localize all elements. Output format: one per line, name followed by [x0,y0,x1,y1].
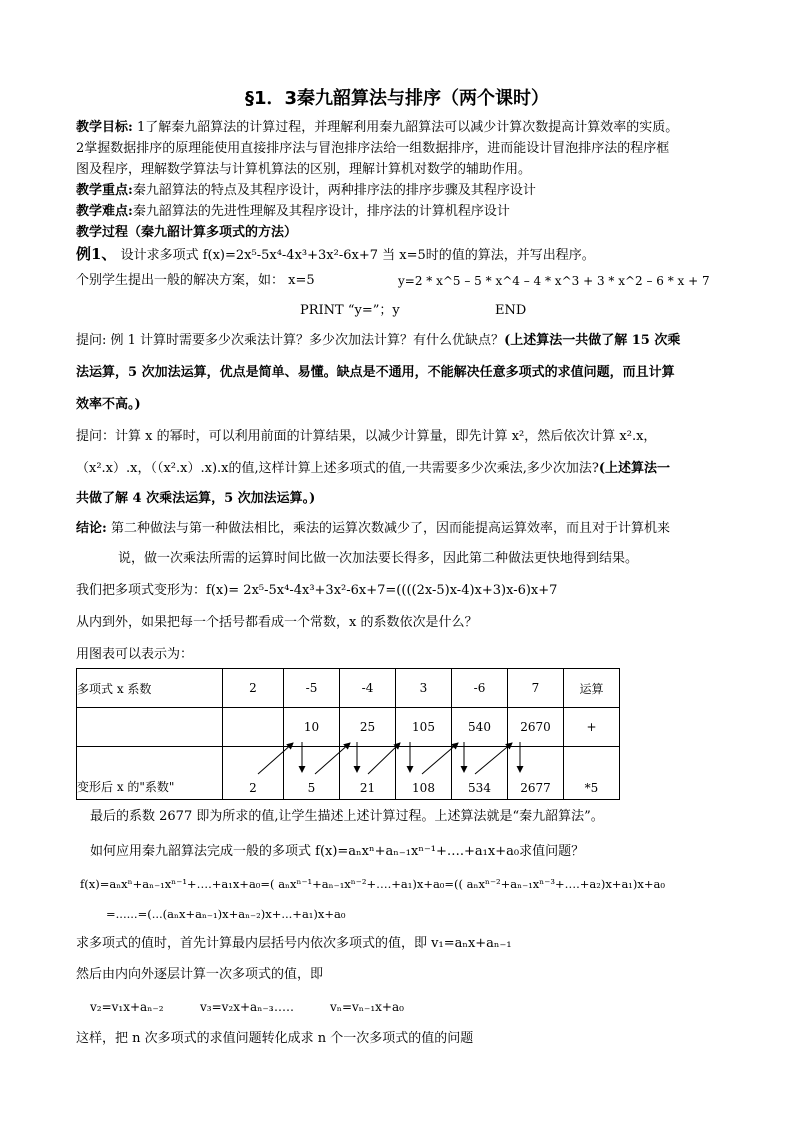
formula-line-1: f(x)=aₙxⁿ+aₙ₋₁xⁿ⁻¹+….+a₁x+a₀=( aₙxⁿ⁻¹+aₙ₋₁xⁿ⁻²+….+a₁)x+a₀=(( aₙxⁿ⁻²+aₙ₋₁xⁿ⁻³+….+a₂)x+a₁)x+a₀ [80,877,665,891]
inner-first-text: 求多项式的值时，首先计算最内层括号内依次多项式的值，即 v₁=aₙx+aₙ₋₁ [76,936,512,951]
table-cell: 10 [284,708,340,747]
students-solution: 个别学生提出一般的解决方案，如： x=5 [76,273,315,288]
example-text: 设计求多项式 f(x)=2x⁵-5x⁴-4x³+3x²-6x+7 当 x=5时的值的算法，并写出程序。 [120,248,595,263]
example-1 [76,245,595,265]
table-row [77,708,620,747]
goal-line-2: 2掌握数据排序的原理能使用直接排序法与冒泡排序法给一组数据排序，进而能设计冒泡排序法的程序框 [76,141,670,156]
diff-label: 教学难点: [76,204,133,219]
table-cell: 25 [340,708,396,747]
table-cell: 5 [284,747,340,800]
diff-text: 秦九韶算法的先进性理解及其程序设计，排序法的计算机程序设计 [132,204,510,219]
teaching-goal [76,119,678,137]
transform-line: 我们把多项式变形为：f(x)= 2x⁵-5x⁴-4x³+3x²-6x+7=((((2x-5)x-4)x+3)x-6)x+7 [76,583,558,598]
table-cell: 2 [223,669,284,708]
conclusion [76,520,670,538]
table-cell: 2677 [508,747,564,800]
vn-formula: vₙ=vₙ₋₁x+a₀ [330,1000,404,1014]
row-label: 变形后 x 的"系数" [77,747,223,800]
table-row [77,669,620,708]
question-1 [76,332,680,350]
how-apply-question: 如何应用秦九韶算法完成一般的多项式 f(x)=aₙxⁿ+aₙ₋₁xⁿ⁻¹+….+a₁x+a₀求值问题？ [90,844,585,859]
goal-label: 教学目标: [76,120,133,135]
chart-intro: 用图表可以表示为： [76,647,194,662]
table-cell: 540 [452,708,508,747]
question-2-line-3: 共做了解 4 次乘法运算，5 次加法运算。) [76,491,316,506]
table-cell: -6 [452,669,508,708]
ellipsis: …… [270,1000,294,1014]
table-cell: + [564,708,620,747]
table-cell: 105 [396,708,452,747]
table-cell: 3 [396,669,452,708]
table-cell: 534 [452,747,508,800]
question-2-line-1: 提问：计算 x 的幂时，可以利用前面的计算结果，以减少计算量，即先计算 x²，然后依次计算 x².x， [76,429,657,444]
conclusion-line-2: 说，做一次乘法所需的运算时间比做一次加法要长得多，因此第二种做法更快地得到结果。 [118,551,639,566]
final-text: 这样，把 n 次多项式的求值问题转化成求 n 个一次多项式的值的问题 [76,1031,474,1046]
table-cell: -5 [284,669,340,708]
q2-bold: (上述算法一 [598,461,671,476]
conclusion-text: 第二种做法与第一种做法相比，乘法的运算次数减少了，因而能提高运算效率，而且对于计算机来 [106,521,670,536]
q1-line-2: 法运算，5 次加法运算，优点是简单、易懂。缺点是不通用，不能解决任意多项式的求值问题，而且计算 [76,365,675,380]
y-expression: y=2 * x^5 – 5 * x^4 – 4 * x^3 + 3 * x^2 – 6 * x + 7 [398,274,710,288]
q1-plain: 提问: 例 1 计算时需要多少次乘法计算？多少次加法计算？有什么优缺点？ [76,333,505,348]
example-label: 例1、 [76,245,117,263]
conclusion-label: 结论: [76,521,107,536]
table-cell: 2 [223,747,284,800]
v2-formula: v₂=v₁x+aₙ₋₂ [90,1000,164,1014]
table-cell: 运算 [564,669,620,708]
key-text: 秦九韶算法的特点及其程序设计，两种排序法的排序步骤及其程序设计 [132,183,536,198]
v3-formula: v₃=v₂x+aₙ₋₃ [200,1000,274,1014]
row-label: 多项式 x 系数 [77,669,223,708]
table-cell: 21 [340,747,396,800]
q2-plain: （x².x）.x，（（x².x）.x).x的值,这样计算上述多项式的值,一共需要多少次乘法,多少次加法? [76,461,599,476]
table-cell: 108 [396,747,452,800]
question-2-line-2 [76,460,670,478]
table-row [77,747,620,800]
teaching-process: 教学过程（秦九韶计算多项式的方法） [76,225,298,240]
after-table-text: 最后的系数 2677 即为所求的值,让学生描述上述计算过程。上述算法就是“秦九韶算法”。 [90,809,604,824]
then-out-text: 然后由内向外逐层计算一次多项式的值，即 [76,967,324,982]
page-title: §1．3秦九韶算法与排序（两个课时） [244,88,550,109]
formula-line-2: =......=(...(aₙx+aₙ₋₁)x+aₙ₋₂)x+...+a₁)x+a₀ [106,907,346,921]
table-cell [223,708,284,747]
key-label: 教学重点: [76,183,133,198]
goal-line-3: 图及程序，理解数学算法与计算机算法的区别，理解计算机对数学的辅助作用。 [76,162,532,177]
q1-bold: (上述算法一共做了解 15 次乘 [504,333,681,348]
row-label [77,708,223,747]
table-cell: 7 [508,669,564,708]
inside-out-question: 从内到外，如果把每一个括号都看成一个常数，x 的系数依次是什么？ [76,615,478,630]
table-cell: *5 [564,747,620,800]
coefficient-table [76,668,620,800]
table-cell: 2670 [508,708,564,747]
print-statement: PRINT “y=”；y [300,303,400,318]
end-statement: END [495,303,527,318]
q1-line-3: 效率不高。) [76,397,141,412]
teaching-key [76,182,536,200]
goal-text: 1了解秦九韶算法的计算过程，并理解利用秦九韶算法可以减少计算次数提高计算效率的实质。 [132,120,679,135]
teaching-difficulty [76,203,510,221]
table-cell: -4 [340,669,396,708]
